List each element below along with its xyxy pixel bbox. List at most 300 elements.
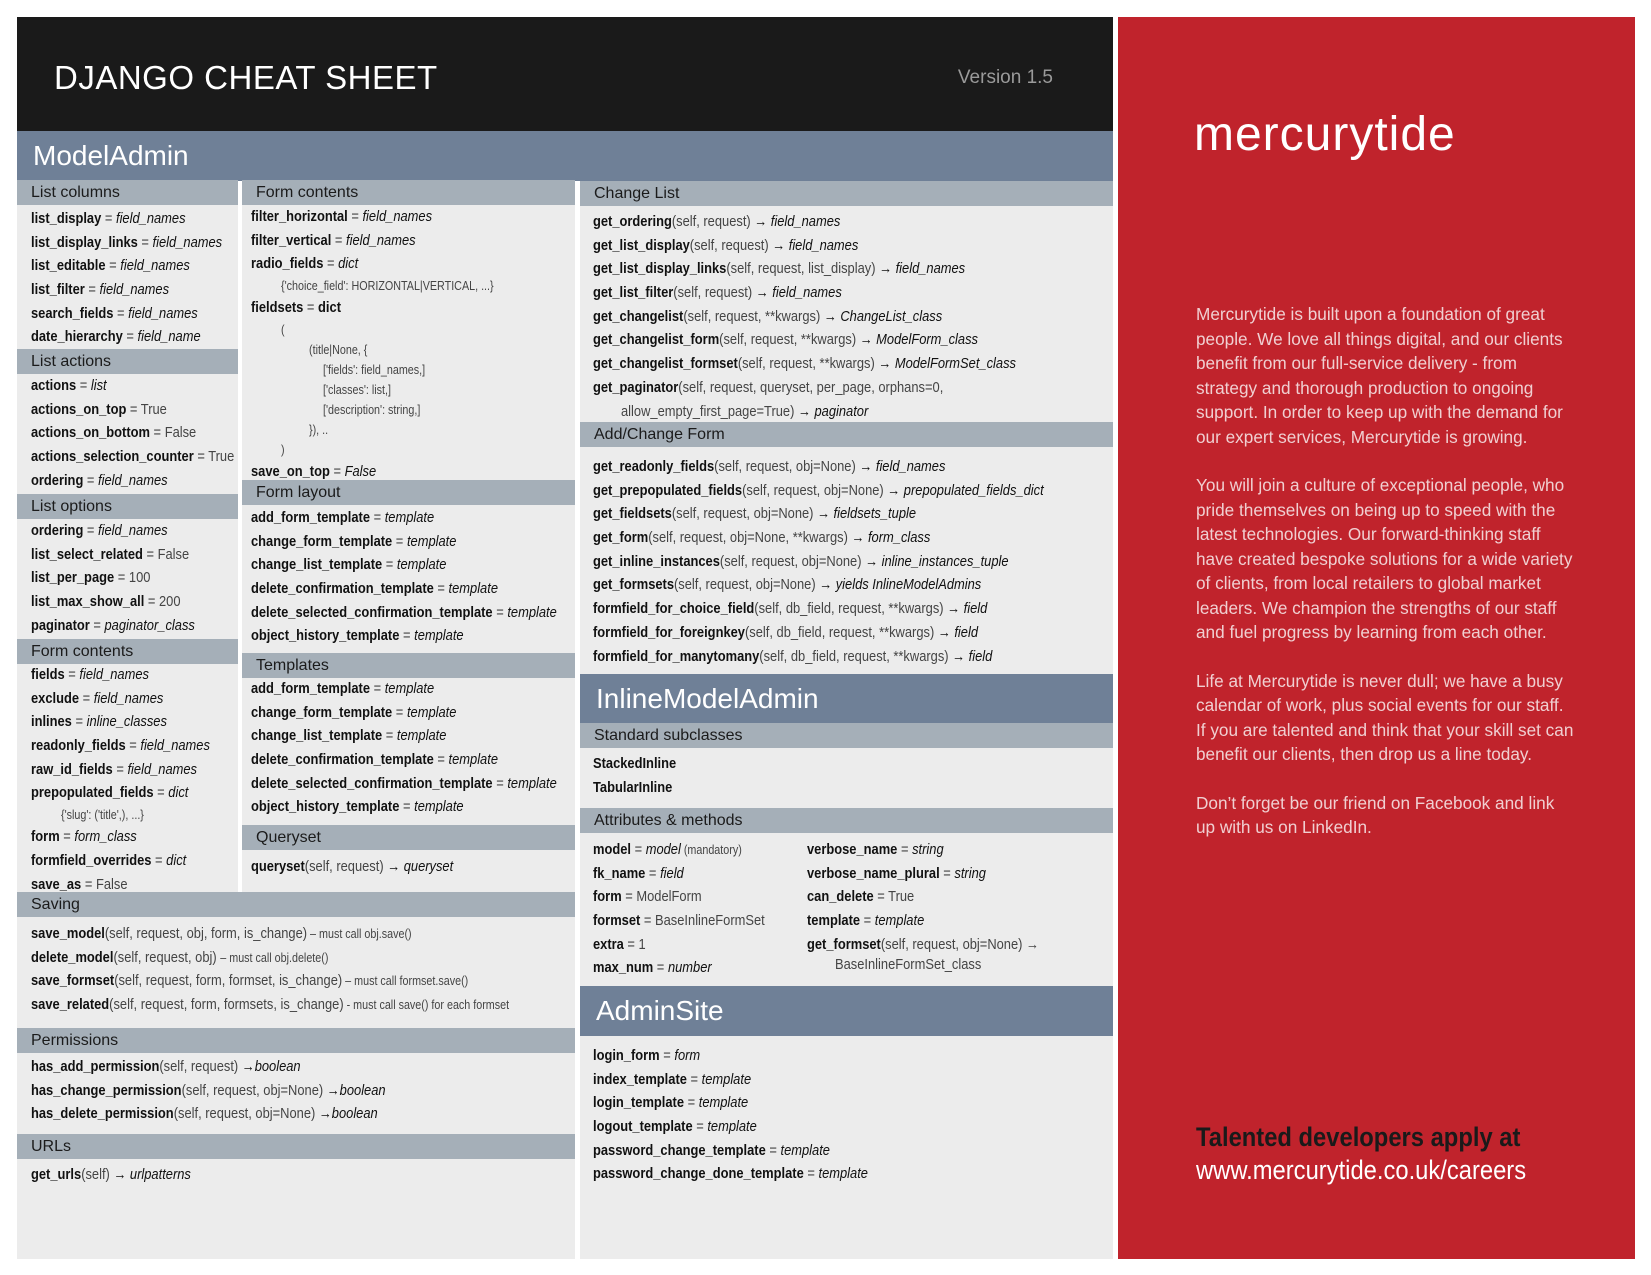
attr-value: string: [954, 864, 986, 882]
attr-value: dict: [338, 255, 359, 273]
attr-key: delete_selected_confirmation_template: [251, 603, 493, 621]
method-return: inline_instances_tuple: [881, 552, 1009, 570]
method-args: (self, request, list_display): [726, 260, 880, 278]
method-name: has_add_permission: [31, 1058, 160, 1075]
attr-key: actions_on_bottom: [31, 424, 150, 442]
attr-row: [593, 956, 793, 980]
attr-row: [31, 566, 222, 590]
attr-key: filter_vertical: [251, 231, 332, 249]
attr-key: fk_name: [593, 864, 646, 882]
attr-value: field_names: [115, 210, 186, 227]
equals: =: [347, 208, 363, 225]
equals: =: [392, 703, 407, 721]
equals: =: [399, 798, 415, 816]
equals: =: [149, 424, 165, 442]
attr-row: [31, 231, 253, 255]
attr-key: password_change_done_template: [593, 1165, 804, 1183]
attr-key: list_filter: [31, 281, 85, 299]
method-return: field_names: [770, 213, 841, 230]
equals: =: [860, 912, 875, 930]
attr-row: [807, 885, 1077, 909]
cta-heading: Talented developers apply at: [1196, 1122, 1521, 1152]
method-name: formfield_for_manytomany: [593, 647, 760, 665]
attributes-right: [807, 838, 1077, 976]
attr-row: [31, 543, 222, 567]
method-return: field: [963, 600, 988, 618]
attr-row: [593, 838, 793, 862]
attr-key: actions_selection_counter: [31, 448, 194, 466]
equals: =: [331, 231, 347, 249]
attr-row: [251, 677, 607, 701]
equals: =: [370, 680, 385, 697]
method-row: [593, 281, 1085, 305]
attr-value: template: [818, 1165, 868, 1183]
method-name: save_formset: [31, 972, 115, 990]
method-row: [593, 234, 1085, 258]
method-args: (self, db_field, request, **kwargs): [744, 623, 938, 641]
method-return: prepopulated_fields_dict: [903, 481, 1044, 499]
urls-method: get_urls: [31, 1166, 82, 1183]
section-modeladmin: ModelAdmin: [17, 131, 1113, 181]
attr-row: [31, 825, 239, 849]
attr-key: change_form_template: [251, 703, 393, 721]
attr-row: [251, 624, 607, 648]
attr-value: template: [698, 1094, 749, 1112]
subheader-permissions: Permissions: [17, 1028, 575, 1053]
subclass-name: TabularInline: [593, 778, 673, 796]
method-args: (self, request, obj=None): [742, 481, 888, 499]
method-return: boolean: [331, 1105, 378, 1123]
attr-row: [593, 885, 793, 909]
equals: =: [84, 281, 100, 299]
attr-key: actions_on_top: [31, 400, 127, 418]
attr-key: logout_template: [593, 1118, 693, 1136]
attr-value: field_names: [79, 666, 149, 683]
equals: =: [125, 737, 141, 755]
attr-value: form_class: [74, 828, 137, 846]
method-note: – must call formset.save(): [342, 974, 469, 989]
arrow: →: [241, 1058, 255, 1075]
method-return: field_names: [772, 284, 842, 302]
method-return: field: [954, 623, 979, 641]
method-args: (self, request, form, formsets, is_change): [109, 996, 344, 1014]
method-return: field: [968, 647, 993, 665]
attr-value: template: [874, 912, 925, 930]
arrow: →: [947, 600, 964, 618]
subheader-queryset: Queryset: [242, 825, 575, 850]
page-title: DJANGO CHEAT SHEET: [54, 59, 438, 96]
equals: =: [765, 1141, 781, 1159]
method-row: [593, 210, 1085, 234]
subheader-form-contents: Form contents: [17, 639, 238, 664]
fieldsets-line: (: [281, 322, 285, 337]
equals: =: [113, 304, 129, 322]
attr-value: field_name: [137, 328, 201, 346]
equals: =: [399, 627, 415, 645]
method-return: field_names: [895, 260, 966, 278]
subheader-saving: Saving: [17, 892, 575, 917]
attr-value: model: [645, 841, 681, 858]
equals: =: [492, 603, 508, 621]
attr-key: login_template: [593, 1094, 685, 1112]
save-on-top-value: False: [344, 462, 377, 480]
attr-row: [31, 614, 222, 638]
attr-key: filter_horizontal: [251, 208, 348, 225]
attr-row: [31, 398, 267, 422]
attr-value: template: [384, 509, 435, 526]
standard-subclasses: [593, 752, 690, 799]
attr-row: [251, 724, 607, 748]
method-row: [31, 922, 587, 946]
attr-key: inlines: [31, 713, 72, 731]
attr-row: [31, 781, 239, 805]
mercurytide-logo: mercurytide: [1194, 108, 1456, 161]
arrow: →: [772, 236, 789, 254]
attr-value: field_names: [362, 208, 433, 225]
method-row: [31, 1102, 443, 1126]
method-row: [593, 550, 1117, 574]
method-args: (self, request, obj=None): [671, 505, 818, 523]
radio-note: {'choice_field': HORIZONTAL|VERTICAL, ...}: [281, 279, 494, 294]
equals: =: [59, 828, 75, 846]
equals: =: [323, 255, 339, 273]
subheader-attributes-methods: Attributes & methods: [580, 808, 1113, 833]
attr-row: [593, 1044, 913, 1068]
subheader-list-options: List options: [17, 494, 238, 519]
equals: =: [382, 556, 397, 574]
header: [17, 17, 1113, 135]
promo-panel: [1118, 17, 1635, 1259]
equals: =: [939, 864, 955, 882]
attr-row: [31, 849, 239, 873]
attr-row: [593, 862, 793, 886]
attr-row: [31, 278, 253, 302]
about-paragraph: You will join a culture of exceptional people, who pride themselves on being up to speed with the latest technologies. Our forward-thinking staff have created bespoke solutions for a wide variety of clients, from local retailers to global market leaders. We champion the strengths of our staff and fuel progress by learning from each other.: [1196, 475, 1573, 642]
attr-value: list: [90, 377, 107, 394]
form-contents-mid: [251, 205, 528, 483]
attr-value: template: [448, 751, 499, 769]
method-name: get_changelist: [593, 307, 684, 325]
attr-value: template: [384, 680, 435, 697]
method-row: [593, 502, 1117, 526]
form-contents-left: [31, 663, 239, 896]
attr-value: template: [701, 1070, 752, 1088]
attr-row: [31, 302, 253, 326]
attr-value: template: [396, 727, 447, 745]
attr-key: add_form_template: [251, 680, 371, 697]
attr-row: [593, 1162, 913, 1186]
attr-key: radio_fields: [251, 255, 324, 273]
method-return: field_names: [788, 236, 859, 254]
method-name: has_delete_permission: [31, 1105, 174, 1123]
permissions: [31, 1055, 443, 1126]
equals: =: [153, 784, 169, 802]
attr-key: list_select_related: [31, 545, 143, 563]
attr-row: [31, 445, 267, 469]
equals: =: [653, 959, 668, 977]
about-paragraph: Life at Mercurytide is never dull; we have a busy calendar of work, plus social events for our staff. If you are talented and think that your skill set can benefit our clients, then drop us a line today.: [1196, 670, 1574, 764]
attr-value: template: [780, 1141, 830, 1159]
method-name: delete_model: [31, 948, 114, 966]
attr-key: list_display: [31, 210, 102, 227]
attr-row: [251, 795, 607, 819]
attr-key: actions: [31, 377, 77, 394]
attr-row: [31, 734, 239, 758]
attr-value: 1: [638, 935, 646, 953]
attr-key: exclude: [31, 689, 80, 707]
attr-row: [807, 909, 1077, 933]
attr-row: [593, 1068, 913, 1092]
attr-row: [31, 590, 222, 614]
arrow: →: [817, 505, 834, 523]
attr-value: field_names: [127, 760, 198, 778]
method-args: (self, request): [159, 1058, 242, 1075]
subheader-list-columns: List columns: [17, 180, 238, 205]
method-name: get_paginator: [593, 378, 679, 396]
arrow: →: [326, 1081, 340, 1099]
attr-key: max_num: [593, 959, 654, 977]
method-row: [593, 328, 1085, 352]
subheader-change-list: Change List: [580, 181, 1113, 206]
attr-value: False: [157, 545, 190, 563]
list-options: [31, 519, 222, 637]
equals: =: [392, 532, 407, 550]
attr-value: True: [140, 400, 167, 418]
get-formset-method: get_formset: [807, 935, 881, 953]
subheader-form-layout: Form layout: [242, 480, 575, 505]
equals: =: [83, 522, 99, 539]
attr-value: number: [667, 959, 712, 977]
method-row: [593, 597, 1117, 621]
attr-key: can_delete: [807, 888, 874, 906]
method-return: field_names: [875, 458, 946, 475]
add-change-form: [593, 455, 1117, 668]
attr-row: [251, 229, 528, 253]
fieldsets-line: ['description': string,]: [323, 402, 421, 417]
attr-key: formset: [593, 912, 641, 930]
equals: =: [492, 774, 508, 792]
equals: =: [193, 448, 209, 466]
method-name: get_fieldsets: [593, 505, 672, 523]
attr-key: model: [593, 841, 632, 858]
templates: [251, 677, 607, 819]
attr-row: [31, 207, 253, 231]
attr-row: [251, 748, 607, 772]
attr-row: [807, 838, 1077, 862]
attr-key: form: [593, 888, 622, 906]
method-row: [593, 376, 1085, 400]
attr-value: inline_classes: [86, 713, 167, 731]
get-formset-return: BaseInlineFormSet_class: [835, 956, 982, 974]
equals: =: [897, 841, 913, 858]
method-args: (self, request, obj, form, is_change): [104, 925, 308, 942]
attr-row: [31, 519, 222, 543]
method-args: (self, request, obj=None): [719, 552, 866, 570]
equals: =: [114, 569, 129, 587]
attr-key: password_change_template: [593, 1141, 766, 1159]
section-adminsite: AdminSite: [580, 986, 1113, 1036]
attr-key: paginator: [31, 616, 90, 634]
equals: =: [370, 509, 385, 526]
equals: =: [645, 864, 661, 882]
method-row: [593, 455, 1117, 479]
arrow: →: [937, 623, 955, 641]
attr-value: string: [912, 841, 944, 858]
method-row: [593, 526, 1117, 550]
attr-key: list_max_show_all: [31, 593, 145, 611]
arrow: →: [879, 260, 896, 278]
method-args: (self, request, obj=None, **kwargs): [648, 529, 852, 547]
method-note: – must call obj.delete(): [220, 950, 329, 965]
method-name: get_changelist_formset: [593, 355, 738, 373]
arrow: →: [113, 1166, 130, 1183]
equals: =: [686, 1070, 702, 1088]
attr-row: [31, 663, 239, 687]
save-on-top-key: save_on_top: [251, 462, 330, 480]
attr-key: verbose_name: [807, 841, 898, 858]
attr-value: template: [406, 703, 457, 721]
attr-key: delete_confirmation_template: [251, 751, 434, 769]
attr-row: [31, 374, 267, 398]
method-name: get_ordering: [593, 213, 672, 230]
attr-key: change_list_template: [251, 556, 383, 574]
method-row: [593, 352, 1085, 376]
method-name: get_inline_instances: [593, 552, 720, 570]
method-return: ModelFormSet_class: [894, 355, 1016, 373]
attr-value: template: [707, 1118, 757, 1136]
method-row: [593, 621, 1117, 645]
attr-value: form: [674, 1047, 701, 1064]
attr-row: [31, 469, 267, 493]
attr-value: False: [164, 424, 197, 442]
equals: =: [76, 377, 91, 394]
equals: =: [151, 851, 167, 869]
attr-key: date_hierarchy: [31, 328, 123, 346]
subclass-row: [593, 776, 690, 800]
attr-key: object_history_template: [251, 798, 400, 816]
attr-key: delete_confirmation_template: [251, 580, 434, 598]
attr-row: [593, 933, 793, 957]
section-inlinemodeladmin: InlineModelAdmin: [580, 674, 1113, 724]
method-args: (self, request, obj=None): [173, 1105, 319, 1123]
arrow: →: [878, 355, 895, 373]
attr-key: delete_selected_confirmation_template: [251, 774, 493, 792]
attr-row: [251, 701, 607, 725]
arrow: →: [952, 647, 969, 665]
urls-args: (self): [81, 1166, 114, 1183]
attr-key: formfield_overrides: [31, 851, 152, 869]
arrow: →: [387, 858, 404, 875]
attr-key: ordering: [31, 471, 84, 489]
careers-link[interactable]: www.mercurytide.co.uk/careers: [1196, 1155, 1527, 1185]
attr-key: extra: [593, 935, 624, 953]
attr-value: field_names: [128, 304, 198, 322]
equals: =: [659, 1047, 675, 1064]
attr-value: template: [396, 556, 447, 574]
queryset-args: (self, request): [304, 858, 388, 875]
attr-row: [251, 252, 528, 276]
method-args: (self, request): [689, 236, 773, 254]
fieldsets-line: ['fields': field_names,]: [323, 362, 426, 377]
method-name: save_related: [31, 996, 110, 1014]
urls: [31, 1163, 217, 1187]
equals: =: [81, 875, 96, 893]
method-row: [31, 1079, 443, 1103]
attr-value: template: [507, 603, 557, 621]
attr-key: list_display_links: [31, 233, 138, 251]
method-row: [593, 645, 1117, 669]
equals: =: [684, 1094, 699, 1112]
fieldsets-value: dict: [318, 299, 341, 317]
method-args: (self, request, obj=None): [674, 576, 820, 594]
about-paragraph: Mercurytide is built upon a foundation of great people. We love all things digital, and our clients benefit from our full-service delivery - from strategy and thorough production to ongoing support. In order to keep up with the demand for our expert services, Mercurytide is growing.: [1196, 304, 1563, 447]
method-name: formfield_for_foreignkey: [593, 623, 745, 641]
attr-value: BaseInlineFormSet: [655, 912, 765, 930]
method-name: save_model: [31, 925, 105, 942]
attr-key: ordering: [31, 522, 84, 539]
arrow: →: [318, 1105, 332, 1123]
get-formset-args: (self, request, obj=None) →: [880, 935, 1039, 953]
method-args: (self, request, queryset, per_page, orphans=0,: [678, 378, 944, 396]
attr-key: save_as: [31, 875, 82, 893]
attr-value: template: [414, 798, 464, 816]
about-paragraph: Don’t forget be our friend on Facebook and link up with us on LinkedIn.: [1196, 792, 1555, 837]
attr-row: [31, 710, 239, 734]
paginator-return: paginator: [814, 402, 869, 420]
adminsite: [593, 1044, 913, 1186]
subheader-templates: Templates: [242, 653, 575, 678]
method-args: (self, request): [671, 213, 755, 230]
attr-value: False: [95, 875, 128, 893]
equals: =: [144, 593, 160, 611]
method-return: yields InlineModelAdmins: [835, 576, 982, 594]
attr-key: raw_id_fields: [31, 760, 113, 778]
attr-row: [31, 421, 267, 445]
method-return: ChangeList_class: [840, 307, 943, 325]
arrow: →: [797, 402, 815, 420]
equals: =: [83, 471, 99, 489]
saving: [31, 922, 587, 1017]
arrow: →: [823, 307, 841, 325]
queryset-method: queryset: [251, 858, 305, 875]
attributes-left: [593, 838, 793, 980]
equals: =: [433, 580, 449, 598]
equals: =: [621, 888, 637, 906]
equals: =: [71, 713, 87, 731]
about-text: [1196, 302, 1576, 864]
equals: =: [89, 616, 105, 634]
equals: =: [692, 1118, 708, 1136]
attr-value: True: [208, 448, 235, 466]
attr-key: login_form: [593, 1047, 660, 1064]
equals: =: [137, 233, 153, 251]
method-args: (self, request, form, formset, is_change): [114, 972, 343, 990]
method-args: (self, db_field, request, **kwargs): [759, 647, 953, 665]
fieldsets-line: }), ..: [309, 422, 329, 437]
fieldsets-line: ['classes': list,]: [323, 382, 392, 397]
attr-key: search_fields: [31, 304, 114, 322]
version-label: Version 1.5: [957, 67, 1053, 88]
attr-row: [593, 909, 793, 933]
careers-cta: [1196, 1122, 1616, 1186]
equals: =: [101, 210, 116, 227]
attr-value: dict: [166, 851, 187, 869]
attr-value: 200: [159, 593, 181, 611]
method-name: get_changelist_form: [593, 331, 720, 349]
equals: =: [623, 935, 639, 953]
attr-value: field_names: [98, 471, 168, 489]
equals: =: [873, 888, 889, 906]
